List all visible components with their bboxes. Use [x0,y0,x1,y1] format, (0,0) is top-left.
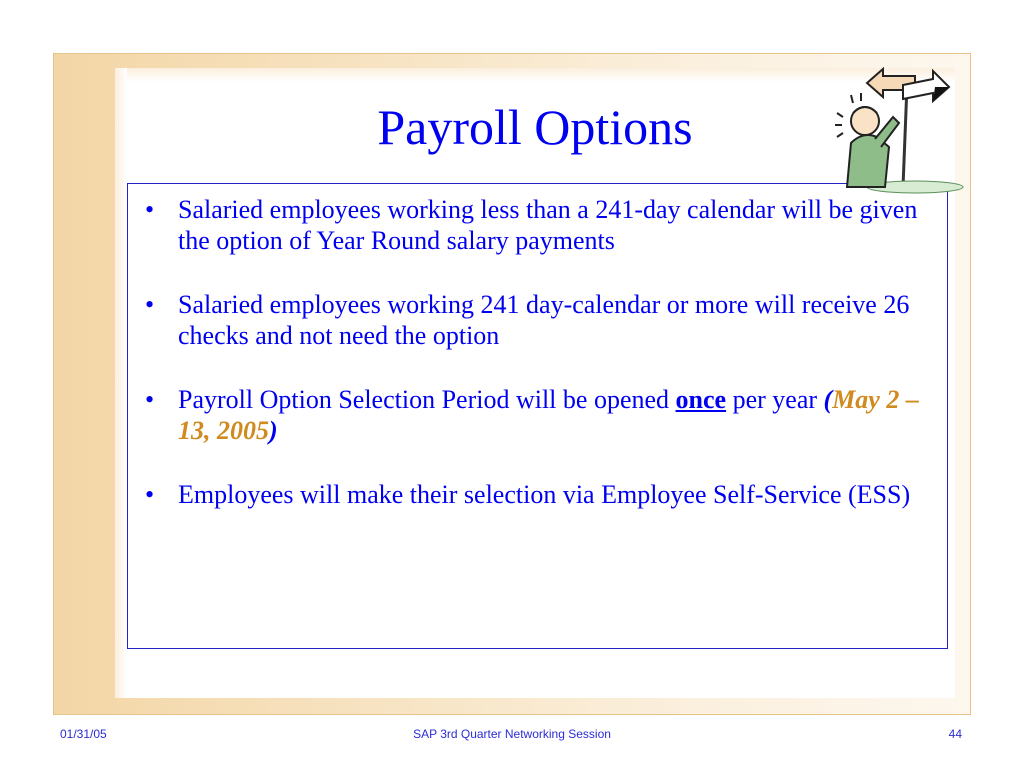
open-paren: ( [823,385,833,414]
bullet-text: Employees will make their selection via Employee Self-Service (ESS) [178,480,911,509]
bullet-dot: • [145,195,155,224]
emphasis-once: once [675,385,727,414]
bullet-item [128,194,947,256]
bullet-dot: • [145,385,155,414]
content-box [127,183,948,649]
bullet-text: Salaried employees working less than a 241-day calendar will be given the option of Year Round salary payments [178,195,918,255]
bullet-item [128,479,947,510]
bullet-dot: • [145,290,155,319]
bullet-text: Salaried employees working 241 day-calendar or more will receive 26 checks and not need the option [178,290,910,350]
close-paren: ) [269,416,278,445]
bullet-text: Payroll Option Selection Period will be opened [178,385,676,414]
date-range: May 2 – 13, 2005 [178,385,919,445]
slide-title: Payroll Options [377,99,693,155]
bullet-text-continued: per year [726,385,824,414]
bullet-item [128,289,947,351]
footer-title: SAP 3rd Quarter Networking Session [413,727,611,741]
bullet-dot: • [145,480,155,509]
canvas-shadow-left [115,68,127,698]
footer-page-number: 44 [948,727,962,741]
confused-person-signpost-icon [815,55,965,195]
bullet-list [128,194,947,543]
bullet-item [128,384,947,446]
footer-date: 01/31/05 [60,727,107,741]
